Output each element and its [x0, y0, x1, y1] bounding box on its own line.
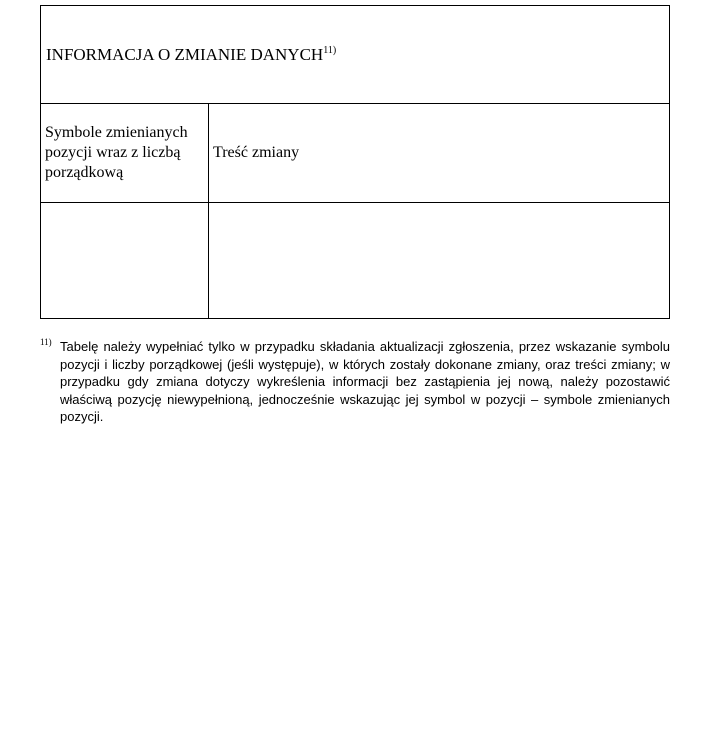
footnote — [40, 338, 670, 426]
header-row — [41, 104, 670, 202]
header-change-content: Treść zmiany — [209, 104, 670, 202]
footnote-marker: 11) — [40, 337, 52, 347]
title-row — [41, 6, 670, 104]
table-row — [41, 202, 670, 318]
footnote-text: Tabelę należy wypełniać tylko w przypadku składania aktualizacji zgłoszenia, przez wskazanie symbolu pozycji i liczby porządkowej (jeśli występuje), w których zostały dokonane zmiany, oraz treści zmiany; w przypadku gdy zmiana dotyczy wykreślenia informacji bez zastąpienia jej nową, należy pozostawić właściwą pozycję niewypełnioną, jednocześnie wskazując jej symbol w pozycji – symbole zmienianych pozycji. — [60, 339, 670, 424]
table-title: INFORMACJA O ZMIANIE DANYCH — [46, 44, 324, 64]
change-content-field[interactable] — [209, 202, 670, 318]
title-footnote-ref: 11) — [323, 44, 337, 56]
symbols-field[interactable] — [41, 202, 209, 318]
header-symbols: Symbole zmienianych pozycji wraz z liczbą porządkową — [41, 104, 209, 202]
change-info-table — [40, 5, 670, 319]
table-title-cell — [41, 6, 670, 104]
